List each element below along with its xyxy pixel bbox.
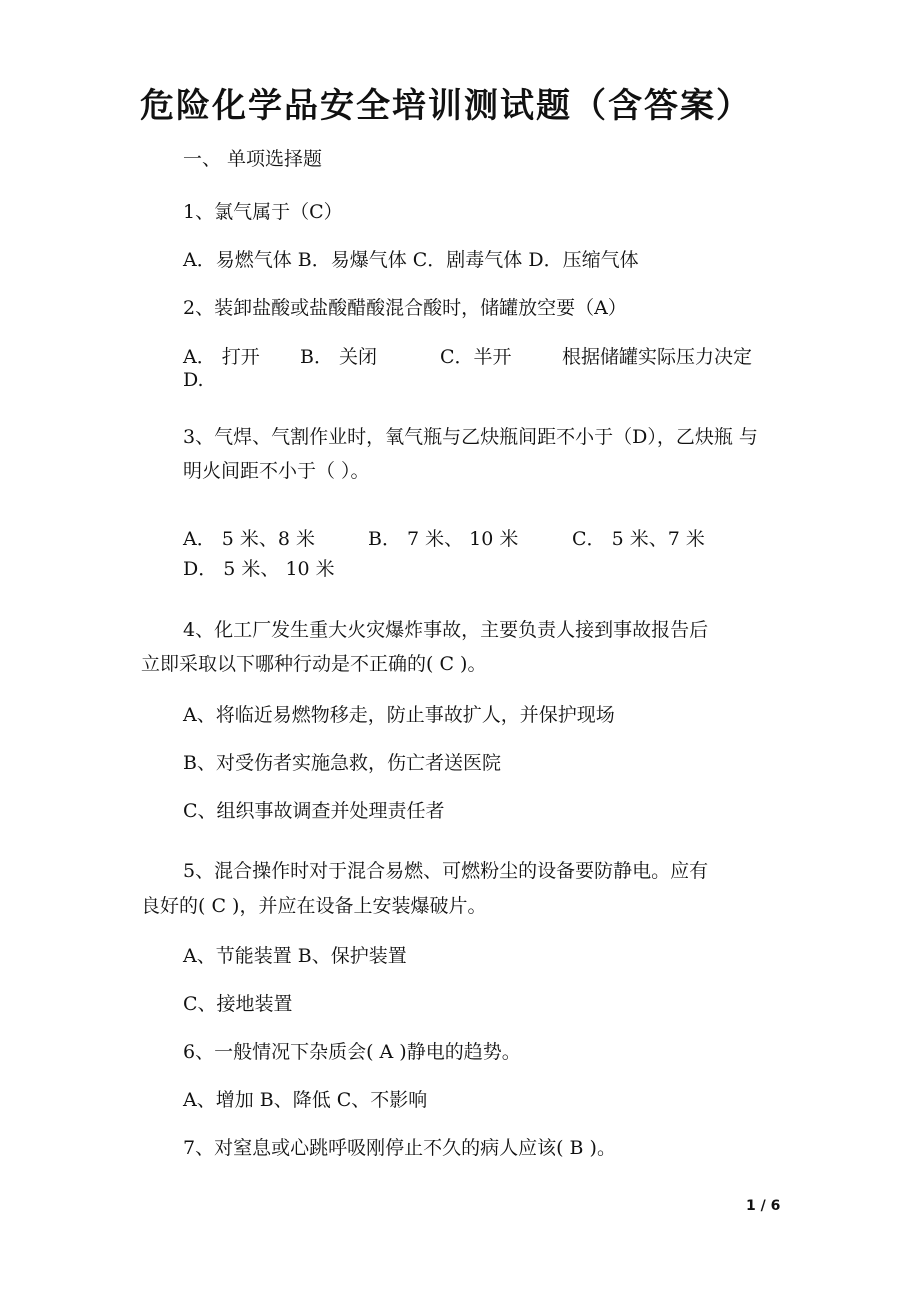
question-1: 1、氯气属于（C） — [183, 201, 343, 223]
question-2-option-d-text: 根据储罐实际压力决定 — [562, 346, 753, 368]
page-title: 危险化学品安全培训测试题（含答案） — [140, 86, 752, 126]
question-5-line-2: 良好的( C )，并应在设备上安装爆破片。 — [141, 895, 487, 917]
question-6-options: A、增加 B、降低 C、不影响 — [183, 1089, 428, 1111]
question-3-line-1: 3、气焊、气割作业时，氧气瓶与乙炔瓶间距不小于（D），乙炔瓶 与 — [183, 426, 758, 448]
section-heading: 一、 单项选择题 — [183, 148, 323, 170]
question-3-line-2: 明火间距不小于（ ）。 — [183, 460, 370, 482]
question-1-options: A．易燃气体 B．易爆气体 C．剧毒气体 D．压缩气体 — [183, 249, 639, 271]
question-4-line-2: 立即采取以下哪种行动是不正确的( C )。 — [141, 653, 487, 675]
question-6: 6、一般情况下杂质会( A )静电的趋势。 — [183, 1041, 521, 1063]
question-5-options-2: C、接地装置 — [183, 993, 293, 1015]
question-3-option-a: A． 5 米、8 米 — [183, 528, 316, 550]
question-3-option-b: B． 7 米、 10 米 — [368, 528, 519, 550]
question-2-option-d-letter: D. — [183, 369, 204, 391]
question-4-option-a: A、将临近易燃物移走，防止事故扩人，并保护现场 — [183, 704, 615, 726]
question-5-line-1: 5、混合操作时对于混合易燃、可燃粉尘的设备要防静电。应有 — [183, 860, 709, 882]
question-3-option-c: C． 5 米、7 米 — [572, 528, 705, 550]
question-2: 2、装卸盐酸或盐酸醋酸混合酸时，储罐放空要（A） — [183, 297, 627, 319]
question-2-option-c: C．半开 — [440, 346, 512, 368]
question-4-option-b: B、对受伤者实施急救，伤亡者送医院 — [183, 752, 501, 774]
question-2-option-b: B． 关闭 — [300, 346, 378, 368]
question-4-option-c: C、组织事故调查并处理责任者 — [183, 800, 445, 822]
question-4-line-1: 4、化工厂发生重大火灾爆炸事故，主要负责人接到事故报告后 — [183, 619, 709, 641]
question-3-option-d: D． 5 米、 10 米 — [183, 558, 335, 580]
page-number: 1 / 6 — [746, 1198, 781, 1214]
question-5-options-1: A、节能装置 B、保护装置 — [183, 945, 407, 967]
question-2-option-a: A． 打开 — [183, 346, 260, 368]
question-7: 7、对窒息或心跳呼吸刚停止不久的病人应该( B )。 — [183, 1137, 616, 1159]
